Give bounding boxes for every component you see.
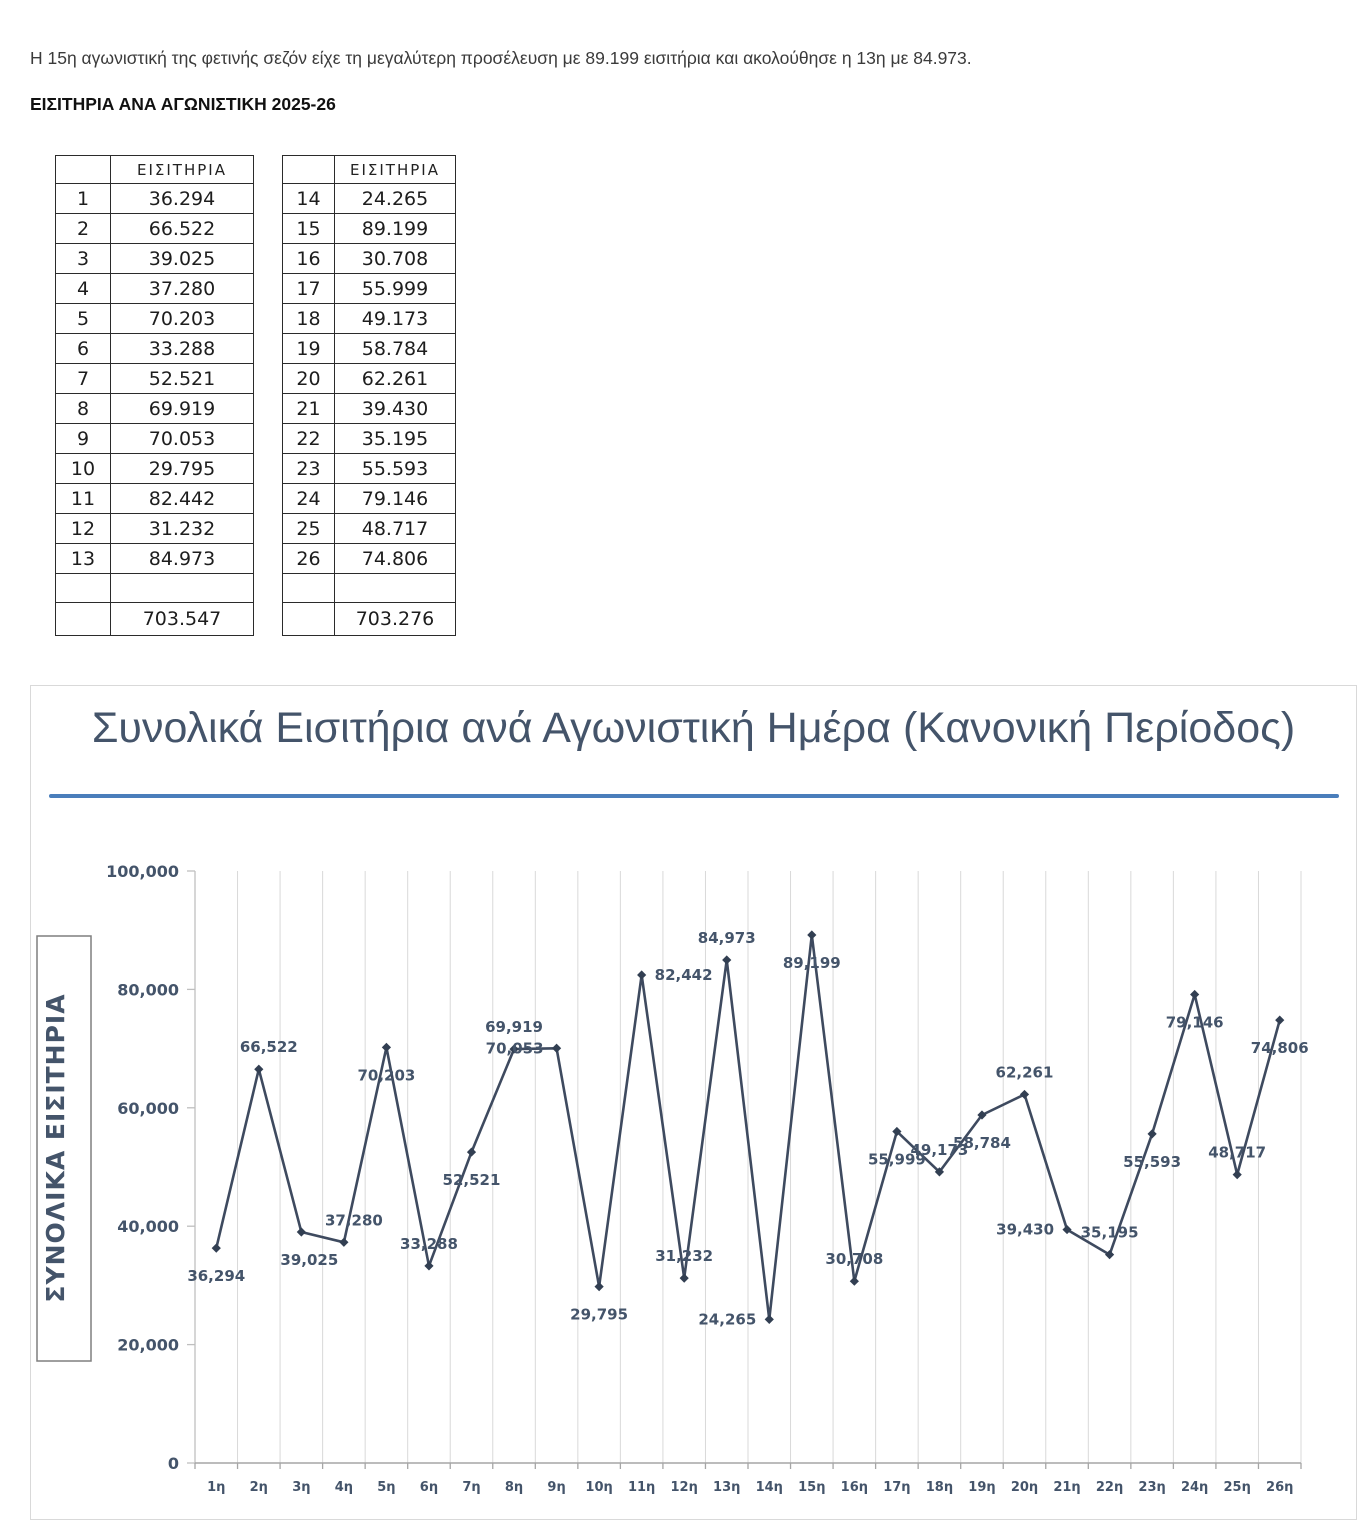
data-point-marker (254, 1065, 263, 1074)
tickets-value-cell: 55.999 (335, 274, 456, 304)
data-label: 69,919 (485, 1018, 543, 1037)
round-number-cell: 11 (56, 484, 111, 514)
tickets-value-cell: 82.442 (111, 484, 254, 514)
x-tick-label: 22η (1095, 1480, 1124, 1495)
y-tick-label: 0 (167, 1454, 179, 1473)
round-number-cell: 5 (56, 304, 111, 334)
table-row (283, 544, 456, 574)
table-row (56, 184, 254, 214)
x-tick-label: 5η (377, 1480, 396, 1495)
data-label: 55,999 (867, 1150, 926, 1169)
round-number-cell: 7 (56, 364, 111, 394)
data-point-marker (765, 1315, 774, 1324)
data-label: 52,521 (442, 1171, 501, 1190)
tickets-header-cell: ΕΙΣΙΤΗΡΙΑ (335, 156, 456, 184)
data-point-marker (1275, 1016, 1284, 1025)
data-label: 66,522 (239, 1038, 298, 1057)
data-point-marker (637, 970, 646, 979)
table-row (283, 424, 456, 454)
x-tick-label: 24η (1180, 1480, 1209, 1495)
tickets-value-cell: 52.521 (111, 364, 254, 394)
y-tick-label: 100,000 (106, 862, 179, 881)
table-row (56, 394, 254, 424)
table-empty-row (283, 574, 456, 603)
round-number-cell: 9 (56, 424, 111, 454)
intro-text: Η 15η αγωνιστική της φετινής σεζόν είχε τη μεγαλύτερη προσέλευση με 89.199 εισιτήρια και ακολούθησε η 13η με 84.973. (30, 47, 972, 68)
data-label: 39,430 (996, 1220, 1055, 1239)
table-row (283, 214, 456, 244)
tickets-value-cell: 70.053 (111, 424, 254, 454)
data-point-marker (1233, 1170, 1242, 1179)
data-label: 29,795 (570, 1305, 629, 1324)
table-row (56, 514, 254, 544)
total-value-cell: 703.276 (335, 603, 456, 636)
data-point-marker (382, 1043, 391, 1052)
x-tick-label: 6η (419, 1480, 439, 1495)
data-point-marker (680, 1274, 689, 1283)
data-label: 37,280 (324, 1211, 383, 1230)
empty-cell (335, 574, 456, 603)
tickets-value-cell: 39.025 (111, 244, 254, 274)
data-label: 70,053 (485, 1039, 544, 1058)
round-number-cell: 3 (56, 244, 111, 274)
round-number-cell: 8 (56, 394, 111, 424)
data-label: 70,203 (357, 1066, 416, 1085)
table-row (56, 214, 254, 244)
x-tick-label: 10η (585, 1480, 613, 1495)
tickets-value-cell: 31.232 (111, 514, 254, 544)
data-label: 55,593 (1123, 1152, 1182, 1171)
y-tick-label: 40,000 (117, 1217, 179, 1237)
x-tick-label: 7η (462, 1480, 481, 1495)
table-row (283, 304, 456, 334)
table-row (283, 364, 456, 394)
tickets-value-cell: 70.203 (111, 304, 254, 334)
x-tick-label: 26η (1266, 1480, 1294, 1495)
round-number-cell: 21 (283, 394, 335, 424)
round-number-cell: 13 (56, 544, 111, 574)
line-chart (31, 686, 1358, 1519)
section-title: ΕΙΣΙΤΗΡΙΑ ΑΝΑ ΑΓΩΝΙΣΤΙΚΗ 2025-26 (30, 94, 336, 114)
table-row (56, 454, 254, 484)
table-row (56, 334, 254, 364)
x-tick-label: 18η (925, 1480, 954, 1495)
tickets-value-cell: 84.973 (111, 544, 254, 574)
empty-cell (283, 574, 335, 603)
table-total-row (283, 603, 456, 636)
tickets-value-cell: 24.265 (335, 184, 456, 214)
empty-cell (111, 574, 254, 603)
y-tick-label: 60,000 (117, 1098, 179, 1118)
round-header-cell (56, 156, 111, 184)
x-tick-label: 2η (249, 1480, 268, 1495)
round-number-cell: 23 (283, 454, 335, 484)
total-label-cell (56, 603, 111, 636)
data-point-marker (297, 1227, 306, 1236)
tickets-value-cell: 74.806 (335, 544, 456, 574)
data-label: 30,708 (825, 1250, 884, 1269)
total-value-cell: 703.547 (111, 603, 254, 636)
data-label: 82,442 (654, 965, 713, 984)
tickets-value-cell: 37.280 (111, 274, 254, 304)
data-label: 39,025 (280, 1250, 339, 1269)
x-tick-label: 23η (1138, 1480, 1166, 1495)
tickets-value-cell: 36.294 (111, 184, 254, 214)
round-number-cell: 26 (283, 544, 335, 574)
round-number-cell: 15 (283, 214, 335, 244)
round-number-cell: 19 (283, 334, 335, 364)
data-point-marker (1190, 990, 1199, 999)
round-number-cell: 4 (56, 274, 111, 304)
tickets-value-cell: 66.522 (111, 214, 254, 244)
round-number-cell: 1 (56, 184, 111, 214)
table-row (56, 544, 254, 574)
tickets-value-cell: 39.430 (335, 394, 456, 424)
table-row (56, 244, 254, 274)
table-row (283, 514, 456, 544)
data-point-marker (722, 955, 731, 964)
chart-frame (30, 685, 1357, 1520)
y-tick-label: 80,000 (117, 980, 179, 1000)
x-tick-label: 4η (334, 1480, 354, 1495)
tickets-table-group (55, 155, 456, 636)
table-empty-row (56, 574, 254, 603)
x-tick-label: 20η (1010, 1480, 1039, 1495)
table-row (56, 304, 254, 334)
table-header-row (56, 156, 254, 184)
data-point-marker (595, 1282, 604, 1291)
table-row (283, 334, 456, 364)
data-point-marker (1020, 1090, 1029, 1099)
data-label: 48,717 (1208, 1143, 1267, 1162)
round-number-cell: 16 (283, 244, 335, 274)
table-row (283, 184, 456, 214)
tickets-value-cell: 69.919 (111, 394, 254, 424)
data-point-marker (467, 1147, 476, 1156)
table-row (56, 274, 254, 304)
x-tick-label: 12η (670, 1480, 698, 1495)
x-tick-label: 25η (1223, 1480, 1251, 1495)
x-tick-label: 16η (840, 1480, 869, 1495)
data-point-marker (339, 1238, 348, 1247)
round-number-cell: 12 (56, 514, 111, 544)
table-row (283, 244, 456, 274)
table-row (56, 484, 254, 514)
data-point-marker (850, 1277, 859, 1286)
data-label: 89,199 (782, 953, 841, 972)
data-label: 84,973 (697, 928, 756, 947)
x-tick-label: 17η (883, 1480, 911, 1495)
table-row (283, 484, 456, 514)
table-header-row (283, 156, 456, 184)
table-row (283, 274, 456, 304)
table-row (56, 364, 254, 394)
table-row (283, 454, 456, 484)
data-label: 36,294 (187, 1267, 246, 1286)
round-number-cell: 22 (283, 424, 335, 454)
data-point-marker (1148, 1129, 1157, 1138)
tickets-value-cell: 49.173 (335, 304, 456, 334)
data-label: 24,265 (698, 1310, 757, 1329)
round-number-cell: 6 (56, 334, 111, 364)
data-point-marker (424, 1261, 433, 1270)
x-tick-label: 1η (207, 1480, 226, 1495)
x-tick-label: 3η (292, 1480, 311, 1495)
round-header-cell (283, 156, 335, 184)
x-tick-label: 19η (968, 1480, 996, 1495)
round-number-cell: 2 (56, 214, 111, 244)
data-label: 62,261 (995, 1063, 1054, 1082)
tickets-value-cell: 48.717 (335, 514, 456, 544)
total-label-cell (283, 603, 335, 636)
x-tick-label: 13η (713, 1480, 741, 1495)
round-number-cell: 20 (283, 364, 335, 394)
data-label: 49,173 (910, 1140, 969, 1159)
round-number-cell: 17 (283, 274, 335, 304)
tickets-value-cell: 33.288 (111, 334, 254, 364)
data-point-marker (212, 1244, 221, 1253)
tickets-table-rounds-1-13 (55, 155, 254, 636)
tickets-value-cell: 89.199 (335, 214, 456, 244)
round-number-cell: 25 (283, 514, 335, 544)
y-axis-title: ΣΥΝΟΛΙΚΑ ΕΙΣΙΤΗΡΙΑ (41, 993, 70, 1303)
data-point-marker (807, 930, 816, 939)
data-label: 35,195 (1080, 1223, 1139, 1242)
table-total-row (56, 603, 254, 636)
tickets-table-rounds-14-26 (282, 155, 456, 636)
empty-cell (56, 574, 111, 603)
table-row (283, 394, 456, 424)
y-tick-label: 20,000 (117, 1335, 179, 1355)
x-tick-label: 8η (504, 1480, 524, 1495)
tickets-value-cell: 62.261 (335, 364, 456, 394)
x-tick-label: 9η (547, 1480, 566, 1495)
data-label: 79,146 (1165, 1013, 1224, 1032)
round-number-cell: 14 (283, 184, 335, 214)
chart-title: Συνολικά Εισιτήρια ανά Αγωνιστική Ημέρα (Κανονική Περίοδος) (91, 704, 1296, 752)
data-point-marker (552, 1044, 561, 1053)
round-number-cell: 18 (283, 304, 335, 334)
x-tick-label: 14η (755, 1480, 783, 1495)
tickets-value-cell: 58.784 (335, 334, 456, 364)
tickets-header-cell: ΕΙΣΙΤΗΡΙΑ (111, 156, 254, 184)
tickets-value-cell: 55.593 (335, 454, 456, 484)
round-number-cell: 24 (283, 484, 335, 514)
x-tick-label: 21η (1053, 1480, 1081, 1495)
x-tick-label: 15η (798, 1480, 826, 1495)
tickets-value-cell: 30.708 (335, 244, 456, 274)
data-label: 31,232 (655, 1247, 714, 1266)
data-label: 33,288 (400, 1234, 458, 1253)
round-number-cell: 10 (56, 454, 111, 484)
tickets-value-cell: 35.195 (335, 424, 456, 454)
tickets-value-cell: 29.795 (111, 454, 254, 484)
table-row (56, 424, 254, 454)
tickets-value-cell: 79.146 (335, 484, 456, 514)
x-tick-label: 11η (627, 1480, 656, 1495)
data-label: 74,806 (1250, 1039, 1309, 1058)
data-label: 58,784 (953, 1133, 1011, 1152)
